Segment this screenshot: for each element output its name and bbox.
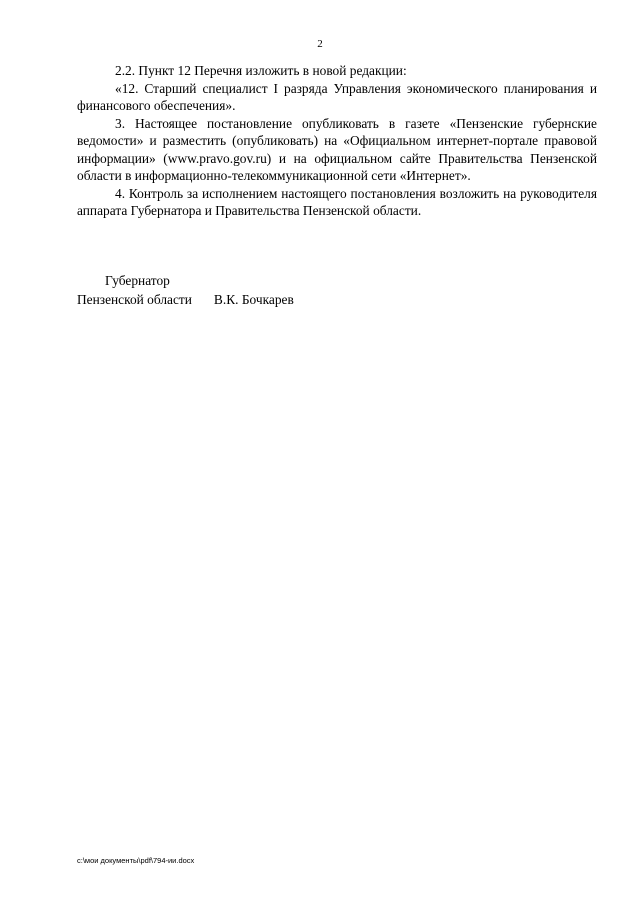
signature-title: Губернатор: [105, 273, 170, 288]
footer-file-path: c:\мои документы\pdf\794-ии.docx: [77, 856, 195, 865]
signature-line: [77, 290, 294, 309]
document-body: [77, 62, 597, 220]
signature-region: Пензенской области: [77, 292, 192, 307]
paragraph-item-12: «12. Старший специалист I разряда Управления экономического планирования и финансового обеспечения».: [77, 80, 597, 113]
paragraph-3: 3. Настоящее постановление опубликовать в газете «Пензенские губернские ведомости» и разместить (опубликовать) на «Официальном интернет-портале правовой информации» (www.pravo.gov.ru) и на официальном сайте Правительства Пензенской области в информационно-телекоммуникационной сети «Интернет».: [77, 115, 597, 183]
page-number: 2: [317, 38, 323, 50]
paragraph-2-2: 2.2. Пункт 12 Перечня изложить в новой редакции:: [115, 63, 407, 78]
signature-name: В.К. Бочкарев: [213, 292, 294, 307]
paragraph-4: 4. Контроль за исполнением настоящего постановления возложить на руководителя аппарата Губернатора и Правительства Пензенской области.: [77, 185, 597, 218]
signature-block: [77, 271, 294, 309]
